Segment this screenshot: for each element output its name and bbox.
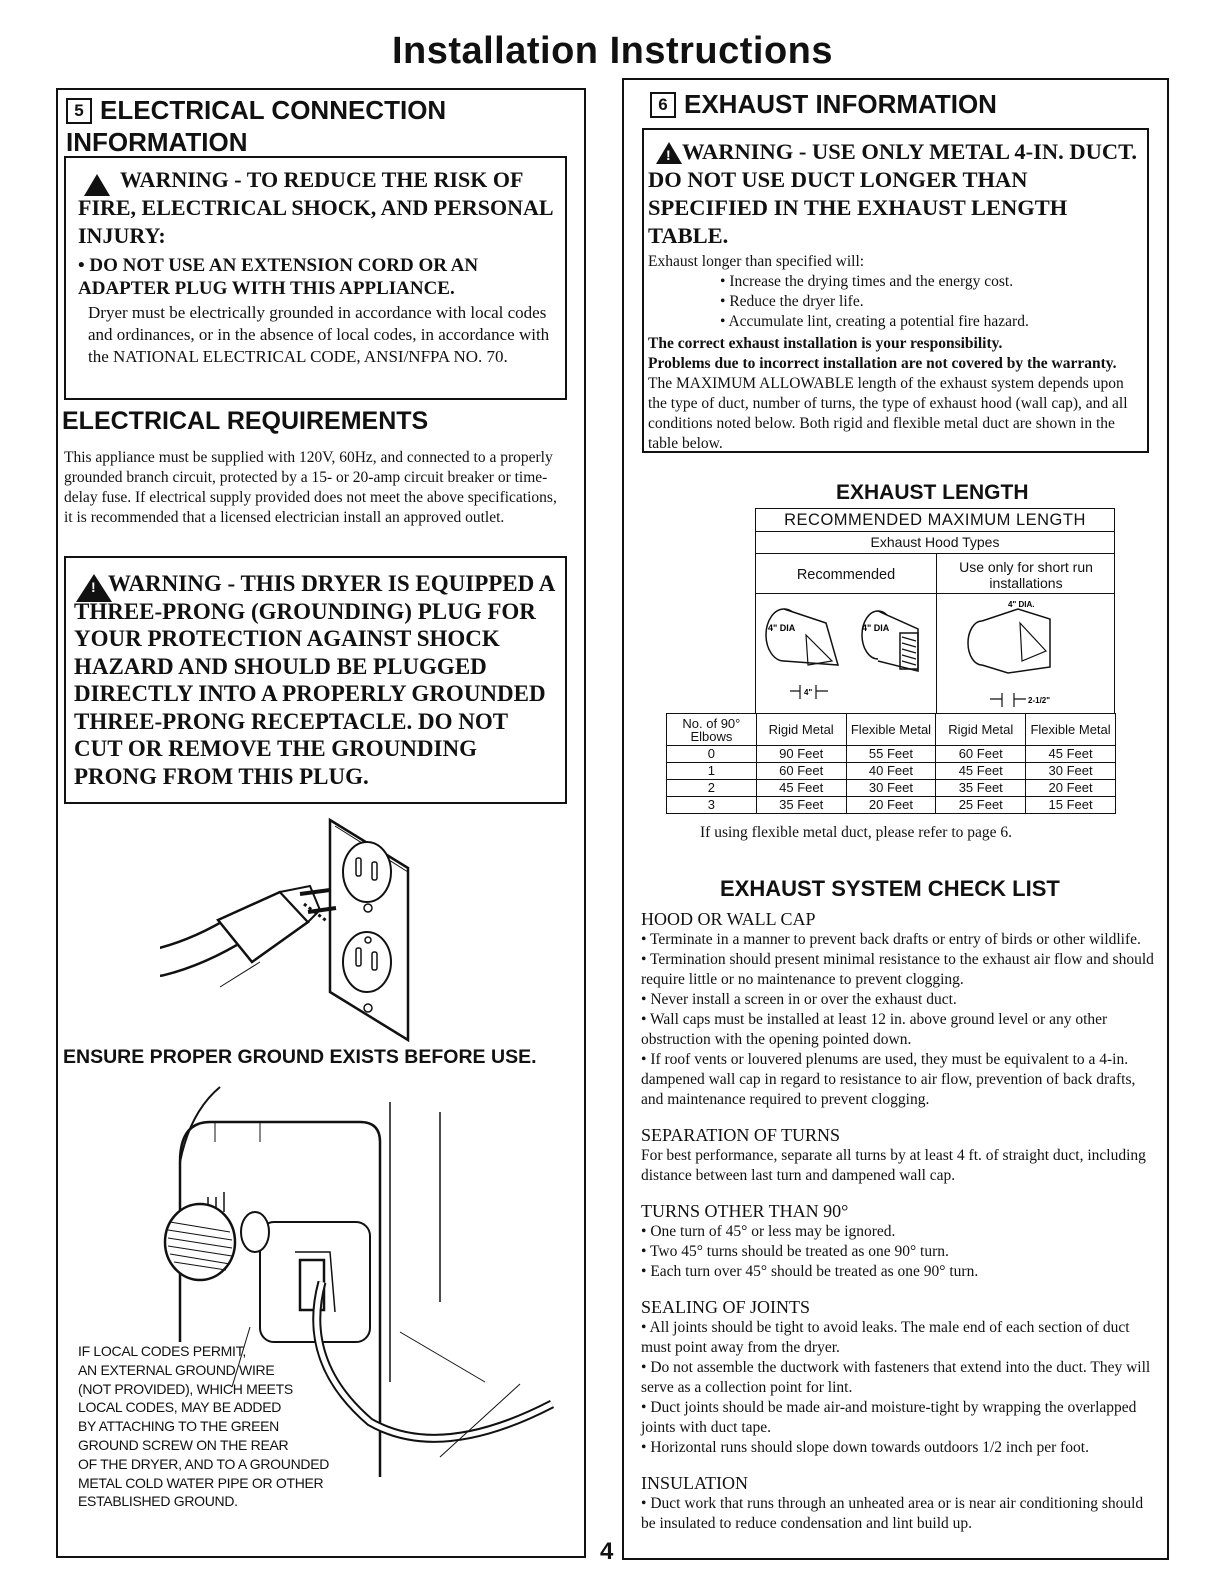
checklist-group-hood [641, 908, 1161, 1110]
checklist-heading: EXHAUST SYSTEM CHECK LIST [720, 876, 1060, 901]
checklist-group-insulation [641, 1472, 1161, 1534]
list-item: • Horizontal runs should slope down towards outdoors 1/2 inch per foot. [641, 1438, 1161, 1458]
dia-label: 4" DIA [862, 623, 890, 633]
group-title: TURNS OTHER THAN 90° [641, 1201, 849, 1221]
exhaust-warning-heading: WARNING - USE ONLY METAL 4-IN. DUCT. DO NOT USE DUCT LONGER THAN SPECIFIED IN THE EXHAUST LENGTH TABLE. [648, 139, 1138, 248]
exhaust-warning-bullet: • Reduce the dryer life. [648, 292, 1141, 312]
group-title: SEPARATION OF TURNS [641, 1125, 841, 1145]
flexible-duct-note: If using flexible metal duct, please refer to page 6. [700, 824, 1013, 841]
exhaust-warning-bullet: • Accumulate lint, creating a potential fire hazard. [648, 312, 1141, 332]
exhaust-length-heading: EXHAUST LENGTH [836, 481, 1029, 504]
exhaust-checklist [641, 908, 1161, 1548]
grounding-plug-warning-text: WARNING - THIS DRYER IS EQUIPPED A THREE-PRONG (GROUNDING) PLUG FOR YOUR PROTECTION AGAINST SHOCK HAZARD AND SHOULD BE PLUGGED DIRECTLY INTO A PROPERLY GROUNDED THREE-PRONG RECEPTACLE. DO NOT CUT OR REMOVE THE GROUNDING PRONG FROM THIS PLUG. [74, 571, 555, 789]
list-item: For best performance, separate all turns by at least 4 ft. of straight duct, including distance between last turn and dampened wall cap. [641, 1147, 1146, 1184]
dia-label: 4" DIA [768, 623, 796, 633]
checklist-group-turns [641, 1200, 1161, 1282]
group-title: HOOD OR WALL CAP [641, 909, 816, 929]
dia-label: 4" DIA. [1008, 600, 1035, 609]
table-row: 3 35 Feet 20 Feet 25 Feet 15 Feet [667, 797, 1116, 814]
ground-caption: ENSURE PROPER GROUND EXISTS BEFORE USE. [63, 1046, 537, 1068]
table-row: 1 60 Feet 40 Feet 45 Feet 30 Feet [667, 763, 1116, 780]
list-item: • Each turn over 45° should be treated as one 90° turn. [641, 1262, 1161, 1282]
exhaust-warning-box [642, 128, 1149, 453]
section-number-6: 6 [650, 92, 676, 118]
list-item: • All joints should be tight to avoid leaks. The male end of each section of duct must point away from the dryer. [641, 1318, 1161, 1358]
group-title: SEALING OF JOINTS [641, 1297, 811, 1317]
list-item: • One turn of 45° or less may be ignored. [641, 1222, 1161, 1242]
hood-diagrams [758, 595, 1113, 713]
hood-types-label: Exhaust Hood Types [756, 532, 1114, 554]
col-header-elbows: No. of 90° Elbows [667, 714, 757, 746]
maximum-length-text: The MAXIMUM ALLOWABLE length of the exhaust system depends upon the type of duct, number of turns, the type of exhaust hood (wall cap), and all conditions noted below. Both rigid and flexible metal duct are shown in the table below. [648, 375, 1128, 452]
warranty-note: Problems due to incorrect installation are not covered by the warranty. [648, 355, 1117, 372]
electrical-requirements-heading: ELECTRICAL REQUIREMENTS [62, 407, 429, 435]
col-header-rigid: Rigid Metal [756, 714, 846, 746]
responsibility-note: The correct exhaust installation is your responsibility. [648, 335, 1003, 352]
section-number-5: 5 [66, 98, 92, 124]
exhaust-warning-bullet: • Increase the drying times and the energy cost. [648, 272, 1141, 292]
table-row: 0 90 Feet 55 Feet 60 Feet 45 Feet [667, 746, 1116, 763]
col-header-rigid: Rigid Metal [936, 714, 1026, 746]
col-header-flexible: Flexible Metal [1026, 714, 1116, 746]
extension-cord-warning: • DO NOT USE AN EXTENSION CORD OR AN ADAPTER PLUG WITH THIS APPLIANCE. [78, 254, 555, 300]
checklist-group-sealing [641, 1296, 1161, 1458]
grounding-requirement-text: Dryer must be electrically grounded in accordance with local codes and ordinances, or in the absence of local codes, in accordance with the NATIONAL ELECTRICAL CODE, ANSI/NFPA NO. 70. [88, 303, 550, 366]
list-item: • Wall caps must be installed at least 12 in. above ground level or any other obstruction with the opening pointed down. [641, 1010, 1161, 1050]
group-title: INSULATION [641, 1473, 748, 1493]
exhaust-section-heading [650, 88, 1150, 120]
list-item: • Do not assemble the ductwork with fasteners that extend into the duct. They will serve as a collection point for lint. [641, 1358, 1161, 1398]
warning-triangle-icon [84, 174, 110, 196]
two-half-inch-label: 2-1/2" [1028, 696, 1051, 705]
table-row: 2 45 Feet 30 Feet 35 Feet 20 Feet [667, 780, 1116, 797]
col-header-flexible: Flexible Metal [846, 714, 936, 746]
list-item: • Never install a screen in or over the exhaust duct. [641, 990, 1161, 1010]
recommended-label: Recommended [796, 567, 896, 583]
electrical-section-title: ELECTRICAL CONNECTION INFORMATION [66, 95, 447, 157]
table-title: RECOMMENDED MAXIMUM LENGTH [756, 509, 1114, 532]
list-item: • Two 45° turns should be treated as one 90° turn. [641, 1242, 1161, 1262]
short-run-label: Use only for short run installations [959, 559, 1093, 591]
electrical-warning-heading: ! WARNING - TO REDUCE THE RISK OF FIRE, ELECTRICAL SHOCK, AND PERSONAL INJURY: [78, 166, 555, 250]
grounding-plug-warning-box [64, 556, 567, 804]
list-item: • Duct joints should be made air-and moisture-tight by wrapping the overlapped joints with duct tape. [641, 1398, 1161, 1438]
warning-triangle-icon [656, 142, 682, 164]
list-item: • If roof vents or louvered plenums are used, they must be equivalent to a 4-in. dampened wall cap in regard to resistance to air flow, prevention of back drafts, and maintenance required to prevent clogging. [641, 1050, 1161, 1110]
checklist-group-separation [641, 1124, 1161, 1186]
plug-outlet-illustration [160, 812, 460, 1044]
exhaust-section-title: EXHAUST INFORMATION [684, 89, 997, 119]
list-item: • Termination should present minimal resistance to the exhaust air flow and should require little or no maintenance to prevent clogging. [641, 950, 1161, 990]
electrical-warning-box [64, 156, 567, 400]
exhaust-length-table-header [755, 508, 1115, 714]
list-item: • Terminate in a manner to prevent back drafts or entry of birds or other wildlife. [641, 930, 1161, 950]
electrical-requirements-text: This appliance must be supplied with 120V, 60Hz, and connected to a properly grounded branch circuit, protected by a 15- or 20-amp circuit breaker or time-delay fuse. If electrical supply provided does not meet the above specifications, it is recommended that a licensed electrician install an approved outlet. [64, 449, 557, 526]
four-inch-label: 4" [804, 688, 813, 697]
page-number: 4 [600, 1538, 614, 1565]
list-item: • Duct work that runs through an unheated area or is near air conditioning should be insulated to reduce condensation and lint build up. [641, 1494, 1161, 1534]
electrical-section-heading [66, 94, 566, 158]
page-title: Installation Instructions [391, 30, 834, 72]
warning-triangle-icon [76, 574, 112, 602]
exhaust-length-table [666, 713, 1116, 814]
ground-wire-note: IF LOCAL CODES PERMIT, AN EXTERNAL GROUND WIRE (NOT PROVIDED), WHICH MEETS LOCAL CODES, MAY BE ADDED BY ATTACHING TO THE GREEN GROUND SCREW ON THE REAR OF THE DRYER, AND TO A GROUNDED METAL COLD WATER PIPE OR OTHER ESTABLISHED GROUND. [78, 1343, 330, 1510]
exhaust-warning-intro: Exhaust longer than specified will: [648, 253, 865, 270]
